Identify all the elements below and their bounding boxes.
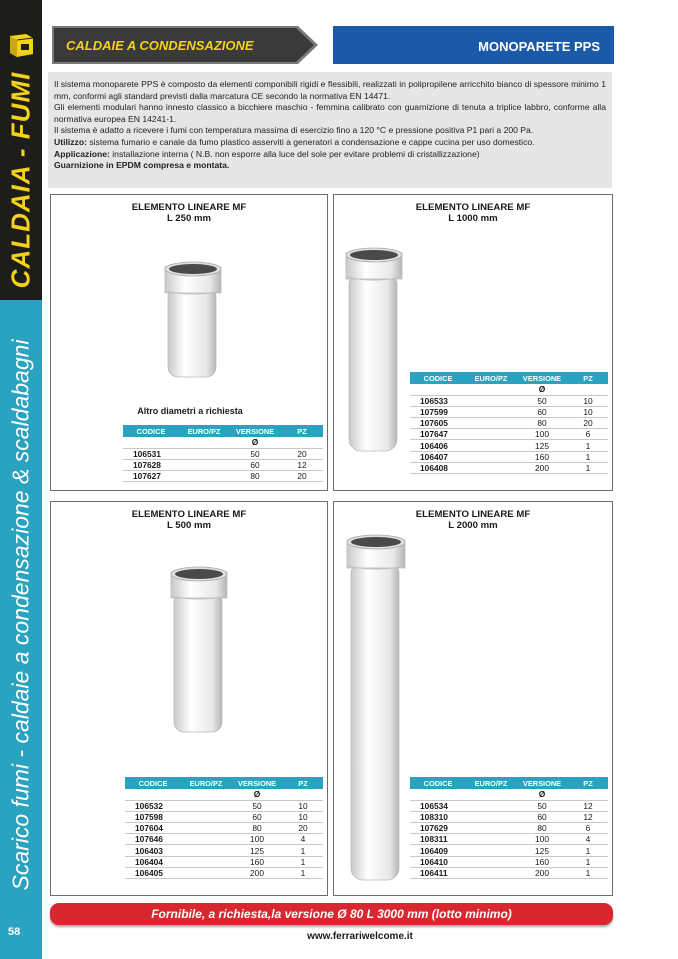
- cell-pz: 1: [568, 451, 608, 462]
- cell-pz: 12: [568, 811, 608, 822]
- cell-version: 160: [231, 856, 283, 867]
- cell-price: [466, 395, 516, 406]
- cell-version: 60: [516, 406, 568, 417]
- product-title: ELEMENTO LINEARE MF: [415, 202, 531, 213]
- cell-version: 125: [516, 845, 568, 856]
- cell-price: [181, 867, 231, 878]
- table-row: [410, 429, 608, 440]
- table-row: [125, 800, 323, 811]
- table-row: [123, 459, 323, 470]
- cell-pz: 1: [568, 845, 608, 856]
- cell-price: [179, 471, 229, 482]
- diameter-row: [125, 789, 323, 800]
- cell-version: 50: [516, 800, 568, 811]
- col-header-pz: PZ: [568, 777, 608, 789]
- cell-pz: 20: [283, 823, 323, 834]
- intro-application-text: installazione interna ( N.B. non esporre alla luce del sole per evitare problemi di cristallizzazione): [109, 148, 480, 159]
- diameter-row: [410, 789, 608, 800]
- cell-pz: 1: [283, 867, 323, 878]
- cell-code: 106406: [410, 440, 466, 451]
- diameter-row: [123, 437, 323, 448]
- product-length: L 1000 mm: [448, 213, 498, 224]
- pipe-image: [169, 566, 231, 736]
- other-diameters-note: Altro diametri a richiesta: [137, 406, 243, 416]
- cell-price: [466, 856, 516, 867]
- cell-version: 100: [516, 429, 568, 440]
- intro-application: [54, 149, 606, 161]
- cell-pz: 4: [568, 834, 608, 845]
- cell-price: [179, 448, 229, 459]
- cell-version: 80: [231, 823, 283, 834]
- product-title: ELEMENTO LINEARE MF: [131, 509, 247, 520]
- col-header-pz: PZ: [283, 777, 323, 789]
- cell-price: [466, 418, 516, 429]
- cell-pz: 1: [568, 462, 608, 473]
- cell-code: 107646: [125, 834, 181, 845]
- table-row: [410, 834, 608, 845]
- table-row: [410, 395, 608, 406]
- website-link[interactable]: www.ferrariwelcome.it: [307, 931, 413, 942]
- cell-pz: 1: [568, 440, 608, 451]
- cell-code: 106531: [123, 448, 179, 459]
- table-row: [410, 462, 608, 473]
- product-title: ELEMENTO LINEARE MF: [131, 202, 247, 213]
- intro-p3: Il sistema è adatto a ricevere i fumi con temperatura massima di esercizio fino a 120 °C e pressione positiva P1 pari a 200 Pa.: [54, 125, 534, 136]
- table-row: [410, 800, 608, 811]
- intro-box: [48, 72, 612, 188]
- cell-version: 50: [231, 800, 283, 811]
- product-panel-250: [50, 194, 328, 491]
- product-panel-500: [50, 501, 328, 896]
- cell-pz: 10: [568, 406, 608, 417]
- cell-price: [466, 867, 516, 878]
- product-panel-2000: [333, 501, 613, 896]
- diameter-row: [410, 384, 608, 395]
- table-row: [123, 471, 323, 482]
- intro-gasket-text: Guarnizione in EPDM compresa e montata.: [54, 160, 230, 171]
- table-row: [410, 845, 608, 856]
- cell-price: [466, 462, 516, 473]
- cell-pz: 20: [281, 471, 323, 482]
- table-row: [410, 823, 608, 834]
- spec-table: [410, 372, 608, 474]
- col-header-code: CODICE: [125, 777, 181, 789]
- cell-version: 50: [229, 448, 281, 459]
- cell-version: 200: [231, 867, 283, 878]
- cell-version: 200: [516, 462, 568, 473]
- cell-price: [466, 440, 516, 451]
- cell-price: [466, 845, 516, 856]
- cell-price: [466, 811, 516, 822]
- cell-code: 106408: [410, 462, 466, 473]
- cell-pz: 1: [568, 867, 608, 878]
- cell-code: 106532: [125, 800, 181, 811]
- col-header-price: EURO/PZ: [466, 372, 516, 384]
- cell-version: 100: [231, 834, 283, 845]
- product-length: L 2000 mm: [448, 520, 498, 531]
- table-row: [123, 448, 323, 459]
- cell-code: 106410: [410, 856, 466, 867]
- diameter-symbol: Ø: [231, 789, 283, 800]
- cell-price: [181, 856, 231, 867]
- cell-price: [466, 834, 516, 845]
- product-panel-1000: [333, 194, 613, 491]
- cell-price: [181, 800, 231, 811]
- cell-version: 80: [516, 418, 568, 429]
- pipe-image: [163, 261, 225, 383]
- cell-price: [181, 845, 231, 856]
- pipe-image: [344, 532, 410, 884]
- availability-banner-text: Fornibile, a richiesta,la versione Ø 80 L 3000 mm (lotto minimo): [151, 907, 512, 921]
- cell-version: 125: [231, 845, 283, 856]
- cell-code: 106409: [410, 845, 466, 856]
- cell-pz: 6: [568, 429, 608, 440]
- col-header-price: EURO/PZ: [179, 425, 229, 437]
- table-row: [410, 811, 608, 822]
- cell-code: 106534: [410, 800, 466, 811]
- section-header: [52, 26, 318, 64]
- table-row: [125, 845, 323, 856]
- cell-pz: 10: [283, 811, 323, 822]
- cell-code: 106533: [410, 395, 466, 406]
- cell-version: 160: [516, 451, 568, 462]
- spec-table: [125, 777, 323, 879]
- cell-pz: 10: [283, 800, 323, 811]
- cell-version: 80: [516, 823, 568, 834]
- table-row: [125, 856, 323, 867]
- cell-price: [181, 823, 231, 834]
- cell-price: [466, 800, 516, 811]
- spec-table: [410, 777, 608, 879]
- col-header-version: VERSIONE: [231, 777, 283, 789]
- cell-price: [181, 811, 231, 822]
- availability-banner: [50, 903, 613, 925]
- col-header-version: VERSIONE: [229, 425, 281, 437]
- intro-usage: [54, 137, 606, 149]
- cell-pz: 1: [568, 856, 608, 867]
- cell-price: [466, 823, 516, 834]
- col-header-version: VERSIONE: [516, 372, 568, 384]
- product-line-title: MONOPARETE PPS: [478, 39, 600, 54]
- table-row: [410, 440, 608, 451]
- table-row: [410, 856, 608, 867]
- cell-version: 60: [229, 459, 281, 470]
- table-row: [410, 867, 608, 878]
- cell-pz: 20: [568, 418, 608, 429]
- table-row: [410, 406, 608, 417]
- cell-code: 107628: [123, 459, 179, 470]
- col-header-price: EURO/PZ: [181, 777, 231, 789]
- intro-p1: Il sistema monoparete PPS è composto da elementi componibili rigidi e flessibili, realizzati in polipropilene arricchito bianco di spessore minimo 1 mm, conformi agli standard previsti dalla marcatura CE secondo la normativa EN 14471.: [54, 79, 606, 101]
- diameter-symbol: Ø: [516, 384, 568, 395]
- cell-version: 160: [516, 856, 568, 867]
- cell-code: 106403: [125, 845, 181, 856]
- cell-pz: 1: [283, 856, 323, 867]
- product-length: L 500 mm: [166, 520, 212, 531]
- col-header-code: CODICE: [410, 777, 466, 789]
- cell-pz: 20: [281, 448, 323, 459]
- cell-version: 50: [516, 395, 568, 406]
- cell-code: 107627: [123, 471, 179, 482]
- col-header-code: CODICE: [123, 425, 179, 437]
- intro-usage-text: sistema fumario e canale da fumo plastico asserviti a generatori a condensazione e cappe cucina per uso domestico.: [86, 136, 535, 147]
- col-header-price: EURO/PZ: [466, 777, 516, 789]
- cell-pz: 6: [568, 823, 608, 834]
- diameter-symbol: Ø: [516, 789, 568, 800]
- boiler-icon: [6, 32, 36, 58]
- table-row: [125, 823, 323, 834]
- cell-code: 106405: [125, 867, 181, 878]
- intro-application-label: Applicazione:: [54, 148, 110, 159]
- col-header-pz: PZ: [568, 372, 608, 384]
- table-row: [125, 811, 323, 822]
- cell-code: 107647: [410, 429, 466, 440]
- cell-pz: 12: [281, 459, 323, 470]
- cell-version: 200: [516, 867, 568, 878]
- cell-pz: 10: [568, 395, 608, 406]
- cell-version: 80: [229, 471, 281, 482]
- col-header-version: VERSIONE: [516, 777, 568, 789]
- col-header-code: CODICE: [410, 372, 466, 384]
- product-length: L 250 mm: [166, 213, 212, 224]
- table-row: [410, 418, 608, 429]
- cell-version: 60: [231, 811, 283, 822]
- intro-gasket: [54, 160, 606, 172]
- cell-code: 107598: [125, 811, 181, 822]
- diameter-symbol: Ø: [229, 437, 281, 448]
- table-row: [410, 451, 608, 462]
- col-header-pz: PZ: [281, 425, 323, 437]
- spec-table: [123, 425, 323, 482]
- pipe-image: [344, 245, 406, 455]
- sidebar-subtitle: Scarico fumi - caldaie a condensazione & scaldabagni: [7, 339, 34, 891]
- sidebar-category: CALDAIA - FUMI: [5, 71, 36, 289]
- cell-code: 107629: [410, 823, 466, 834]
- intro-usage-label: Utilizzo:: [54, 136, 87, 147]
- cell-price: [466, 429, 516, 440]
- cell-pz: 12: [568, 800, 608, 811]
- table-row: [125, 867, 323, 878]
- cell-version: 125: [516, 440, 568, 451]
- cell-code: 106407: [410, 451, 466, 462]
- cell-code: 107605: [410, 418, 466, 429]
- cell-pz: 4: [283, 834, 323, 845]
- page-number: 58: [8, 926, 21, 938]
- section-title: CALDAIE A CONDENSAZIONE: [66, 38, 254, 53]
- cell-code: 106411: [410, 867, 466, 878]
- cell-price: [181, 834, 231, 845]
- cell-code: 106404: [125, 856, 181, 867]
- table-row: [125, 834, 323, 845]
- cell-code: 108311: [410, 834, 466, 845]
- cell-code: 107604: [125, 823, 181, 834]
- intro-p2: Gli elementi modulari hanno innesto classico a bicchiere maschio - femmina calibrato con guarnizione di tenuta a triplice labbro, conforme alla normativa europea EN 14241-1.: [54, 102, 606, 124]
- cell-version: 60: [516, 811, 568, 822]
- product-line-header: [333, 26, 614, 64]
- product-title: ELEMENTO LINEARE MF: [415, 509, 531, 520]
- cell-code: 107599: [410, 406, 466, 417]
- cell-price: [179, 459, 229, 470]
- cell-code: 108310: [410, 811, 466, 822]
- cell-price: [466, 451, 516, 462]
- cell-price: [466, 406, 516, 417]
- cell-version: 100: [516, 834, 568, 845]
- cell-pz: 1: [283, 845, 323, 856]
